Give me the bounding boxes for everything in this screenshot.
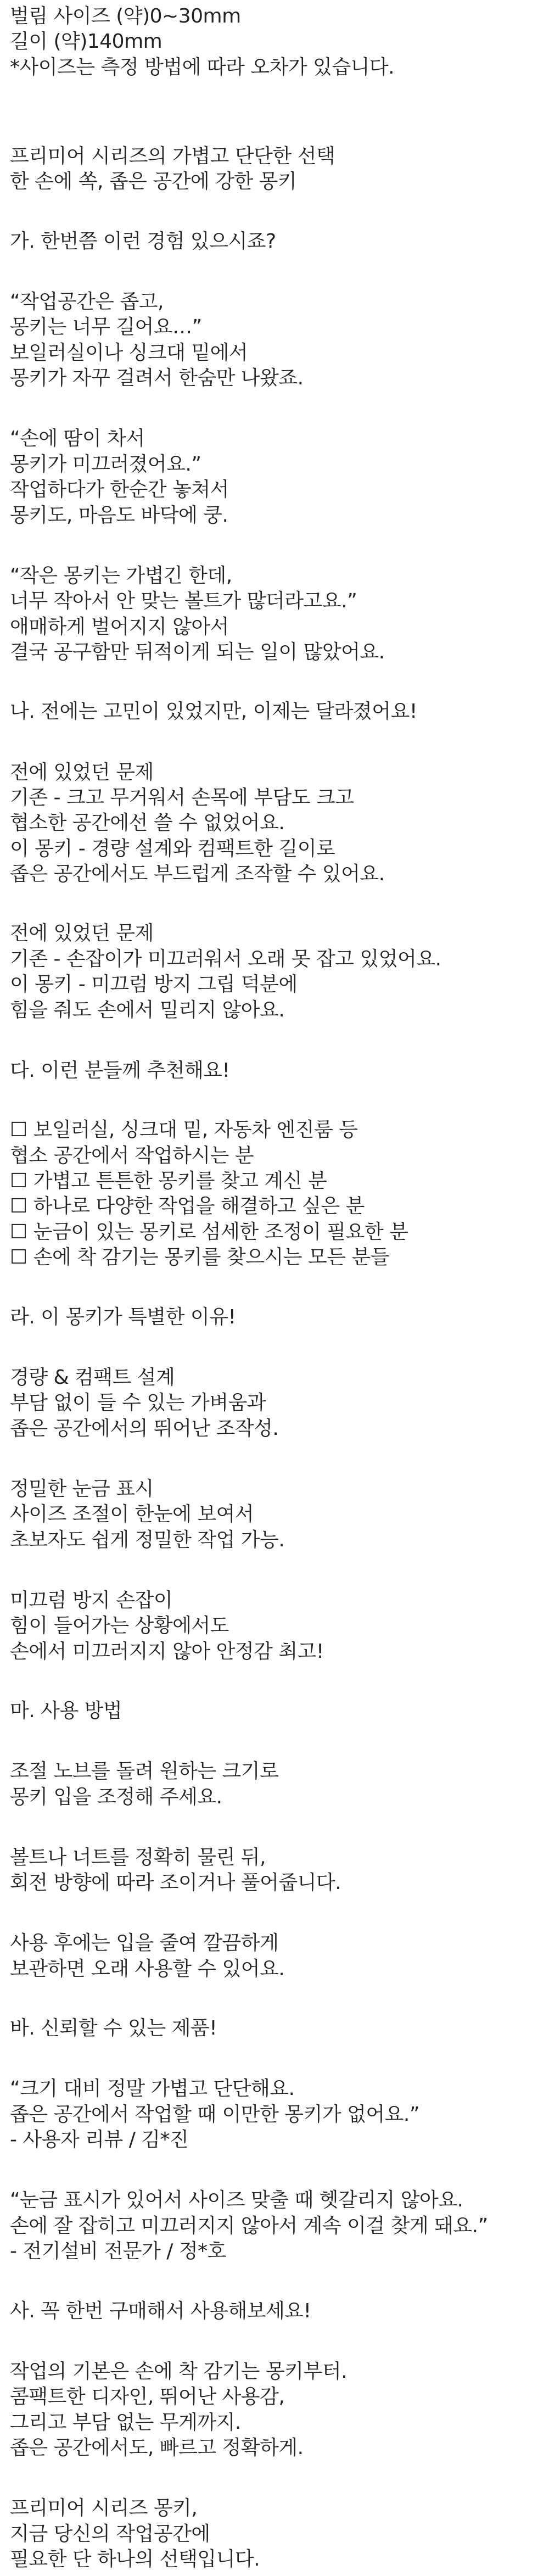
text-line: 보일러실이나 싱크대 밑에서: [10, 342, 248, 364]
text-line: 미끄럼 방지 손잡이: [10, 1589, 173, 1612]
text-line: 볼트나 너트를 정확히 물린 뒤,: [10, 1846, 266, 1869]
text-line: 프리미어 시리즈 몽키,: [10, 2497, 198, 2519]
text-line: 경량 & 컴팩트 설계: [10, 1366, 175, 1389]
text-line: 몽키가 자꾸 걸려서 한숨만 나왔죠.: [10, 367, 304, 389]
text-line: 이 몽키 - 경량 설계와 컴팩트한 길이로: [10, 837, 335, 860]
text-line: 너무 작아서 안 맞는 볼트가 많더라고요.”: [10, 590, 357, 612]
text-line: - 전기설비 전문가 / 정*호: [10, 2240, 226, 2262]
text-line: “손에 땀이 차서: [10, 427, 145, 450]
text-line: 몽키 입을 조정해 주세요.: [10, 1786, 222, 1808]
text-line: “작업공간은 좁고,: [10, 290, 164, 313]
text-line: 결국 공구함만 뒤적이게 되는 일이 많았어요.: [10, 641, 385, 663]
text-line: 나. 전에는 고민이 있었지만, 이제는 달라졌어요!: [10, 700, 417, 723]
text-line: 애매하게 벌어지지 않아서: [10, 616, 229, 638]
text-line: ☐ 손에 착 감기는 몽키를 찾으시는 모든 분들: [10, 1246, 390, 1269]
text-line: 기존 - 크고 무거워서 손목에 부담도 크고: [10, 786, 354, 809]
text-line: “크기 대비 정말 가볍고 단단해요.: [10, 2077, 295, 2100]
text-line: 손에서 미끄러지지 않아 안정감 최고!: [10, 1640, 324, 1663]
text-line: “눈금 표시가 있어서 사이즈 맞출 때 헷갈리지 않아요.: [10, 2189, 463, 2211]
text-line: 몽키도, 마음도 바닥에 쿵.: [10, 504, 228, 527]
text-line: 협소 공간에서 작업하시는 분: [10, 1144, 254, 1167]
text-line: 사. 꼭 한번 구매해서 사용해보세요!: [10, 2300, 311, 2322]
text-line: 전에 있었던 문제: [10, 761, 154, 784]
text-line: 초보자도 쉽게 정밀한 작업 가능.: [10, 1529, 285, 1551]
text-line: 그리고 부담 없는 무게까지.: [10, 2411, 241, 2434]
text-line: 벌림 사이즈 (약)0~30mm: [10, 5, 241, 27]
text-line: 콤팩트한 디자인, 뛰어난 사용감,: [10, 2385, 285, 2408]
text-line: ☐ 하나로 다양한 작업을 해결하고 싶은 분: [10, 1195, 365, 1217]
text-line: 부담 없이 들 수 있는 가벼움과: [10, 1392, 266, 1414]
text-line: 협소한 공간에선 쓸 수 없었어요.: [10, 812, 285, 834]
text-line: 바. 신뢰할 수 있는 제품!: [10, 2017, 217, 2039]
text-line: 몽키는 너무 길어요…”: [10, 316, 202, 338]
text-line: 프리미어 시리즈의 가볍고 단단한 선택: [10, 145, 335, 167]
text-line: “작은 몽키는 가볍긴 한데,: [10, 565, 232, 587]
text-line: 좁은 공간에서도, 빠르고 정확하게.: [10, 2437, 304, 2459]
text-line: 힘이 들어가는 상황에서도: [10, 1614, 229, 1637]
text-line: ☐ 보일러실, 싱크대 밑, 자동차 엔진룸 등: [10, 1119, 358, 1141]
text-line: 사이즈 조절이 한눈에 보여서: [10, 1503, 254, 1526]
text-line: 좁은 공간에서의 뛰어난 조작성.: [10, 1417, 279, 1440]
text-line: 손에 잘 잡히고 미끄러지지 않아서 계속 이걸 찾게 돼요.”: [10, 2215, 488, 2237]
text-line: 전에 있었던 문제: [10, 922, 154, 945]
text-line: 라. 이 몽키가 특별한 이유!: [10, 1306, 236, 1328]
text-line: - 사용자 리뷰 / 김*진: [10, 2128, 189, 2151]
text-line: 좁은 공간에서도 부드럽게 조작할 수 있어요.: [10, 863, 385, 885]
text-line: 마. 사용 방법: [10, 1700, 122, 1722]
text-line: 정밀한 눈금 표시: [10, 1478, 154, 1500]
text-line: 한 손에 쏙, 좁은 공간에 강한 몽키: [10, 170, 297, 193]
text-line: ☐ 눈금이 있는 몽키로 섬세한 조정이 필요한 분: [10, 1221, 408, 1243]
text-line: 길이 (약)140mm: [10, 30, 163, 53]
text-line: *사이즈는 측정 방법에 따라 오차가 있습니다.: [10, 56, 395, 79]
text-line: 몽키가 미끄러졌어요.”: [10, 453, 201, 476]
text-line: 이 몽키 - 미끄럼 방지 그립 덕분에: [10, 973, 298, 996]
text-line: 회전 방향에 따라 조이거나 풀어줍니다.: [10, 1871, 341, 1894]
text-line: 다. 이런 분들께 추천해요!: [10, 1059, 230, 1082]
text-line: 힘을 줘도 손에서 밀리지 않아요.: [10, 999, 285, 1021]
text-line: 필요한 단 하나의 선택입니다.: [10, 2548, 260, 2571]
text-line: 사용 후에는 입을 줄여 깔끔하게: [10, 1932, 279, 1954]
text-line: 가. 한번쯤 이런 경험 있으시죠?: [10, 230, 276, 253]
text-line: 좁은 공간에서 작업할 때 이만한 몽키가 없어요.”: [10, 2103, 419, 2126]
text-line: 작업하다가 한순간 놓쳐서: [10, 478, 229, 501]
text-line: 기존 - 손잡이가 미끄러워서 오래 못 잡고 있었어요.: [10, 948, 441, 970]
text-line: 조절 노브를 돌려 원하는 크기로: [10, 1760, 279, 1782]
text-line: 작업의 기본은 손에 착 감기는 몽키부터.: [10, 2360, 348, 2383]
text-line: 지금 당신의 작업공간에: [10, 2523, 210, 2545]
text-line: 보관하면 오래 사용할 수 있어요.: [10, 1958, 285, 1980]
text-line: ☐ 가볍고 튼튼한 몽키를 찾고 계신 분: [10, 1170, 327, 1192]
